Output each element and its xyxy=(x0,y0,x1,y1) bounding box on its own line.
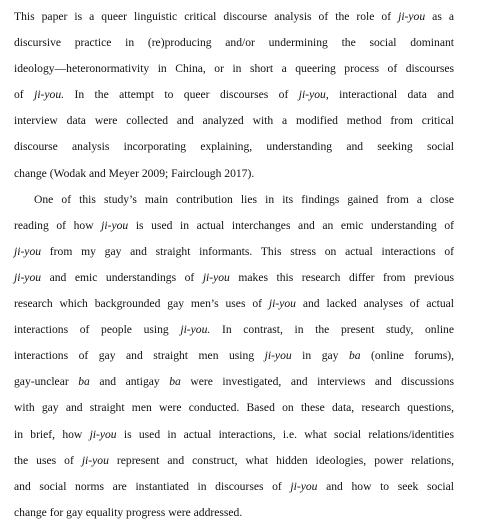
italic-term: ji-you xyxy=(264,349,292,363)
italic-term: ji-you xyxy=(14,270,42,284)
italic-term: ji-you xyxy=(81,453,109,467)
text-run: the uses of xyxy=(14,453,82,467)
text-run: discursive practice in (re)producing and/or undermining the social dominant xyxy=(14,36,454,50)
text-run: makes this research differ from previous xyxy=(229,270,455,284)
paragraph-1 xyxy=(14,4,454,187)
text-run: is used in actual interchanges and an emic understanding of xyxy=(128,218,454,232)
text-run: from my gay and straight informants. This stress on actual interactions of xyxy=(41,244,454,258)
text-line xyxy=(14,213,454,239)
text-line xyxy=(14,317,454,343)
italic-term: ji-you xyxy=(290,479,318,493)
text-run: research which backgrounded gay men’s uses of xyxy=(14,297,269,311)
text-line xyxy=(14,395,454,421)
italic-term: ji-you. xyxy=(180,323,211,337)
text-run: interactions of people using xyxy=(14,323,181,337)
text-run: (online forums), xyxy=(360,349,455,363)
text-line xyxy=(14,4,454,30)
text-run: in brief, how xyxy=(14,427,90,441)
text-run: interactions of gay and straight men using xyxy=(14,349,265,363)
paragraph-2 xyxy=(14,187,454,526)
text-run: One of this study’s main contribution lies in its findings gained from a close xyxy=(34,192,454,206)
text-line xyxy=(14,161,454,187)
italic-term: ji-you xyxy=(268,297,296,311)
text-run: In the attempt to queer discourses of xyxy=(64,88,299,102)
text-run: discourse analysis incorporating explaining, understanding and seeking social xyxy=(14,140,454,154)
text-line xyxy=(14,187,454,213)
text-run: interactional data and xyxy=(328,88,455,102)
text-run: were investigated, and interviews and discussions xyxy=(180,375,454,389)
text-line xyxy=(14,369,454,395)
text-line xyxy=(14,422,454,448)
italic-term: ji-you xyxy=(101,218,129,232)
text-run: and lacked analyses of actual xyxy=(295,297,454,311)
text-run: This paper is a queer linguistic critical discourse analysis of the role of xyxy=(14,10,399,23)
italic-term: ji-you xyxy=(202,270,230,284)
text-run: is used in actual interactions, i.e. what social relations/identities xyxy=(116,427,455,441)
text-run: In contrast, in the present study, online xyxy=(210,323,454,337)
text-line xyxy=(14,448,454,474)
text-line xyxy=(14,474,454,500)
text-run: and social norms are instantiated in discourses of xyxy=(14,479,291,493)
text-line xyxy=(14,56,454,82)
text-run: represent and construct, what hidden ideologies, power relations, xyxy=(108,453,455,467)
text-line xyxy=(14,343,454,369)
italic-term: ji-you xyxy=(14,244,42,258)
text-run: change for gay equality progress were addressed. xyxy=(14,505,243,519)
text-line xyxy=(14,239,454,265)
text-run: and antigay xyxy=(89,375,170,389)
italic-term: ba xyxy=(78,375,90,389)
text-line xyxy=(14,291,454,317)
italic-term: ji-you. xyxy=(34,88,65,102)
text-line xyxy=(14,30,454,56)
text-run: in gay xyxy=(291,349,349,363)
text-run: interview data were collected and analyzed with a modified method from critical xyxy=(14,114,454,128)
text-run: reading of how xyxy=(14,218,102,232)
text-line xyxy=(14,500,454,526)
text-run: as a xyxy=(425,10,454,23)
text-line xyxy=(14,108,454,134)
text-run: and how to seek social xyxy=(317,479,455,493)
text-run: with gay and straight men were conducted. Based on these data, research questions, xyxy=(14,401,454,415)
text-line xyxy=(14,82,454,108)
text-line xyxy=(14,134,454,160)
text-run: of xyxy=(14,88,35,102)
italic-term: ji-you, xyxy=(298,88,329,102)
paper-body xyxy=(14,4,454,526)
italic-term: ji-you xyxy=(89,427,117,441)
text-run: change (Wodak and Meyer 2009; Fairclough 2017). xyxy=(14,166,255,180)
italic-term: ji-you xyxy=(398,10,426,23)
text-line xyxy=(14,265,454,291)
italic-term: ba xyxy=(348,349,361,363)
text-run: and emic understandings of xyxy=(41,270,203,284)
italic-term: ba xyxy=(169,375,181,389)
text-run: gay-unclear xyxy=(14,375,79,389)
text-run: ideology—heteronormativity in China, or in short a queering process of discourses xyxy=(14,62,454,76)
